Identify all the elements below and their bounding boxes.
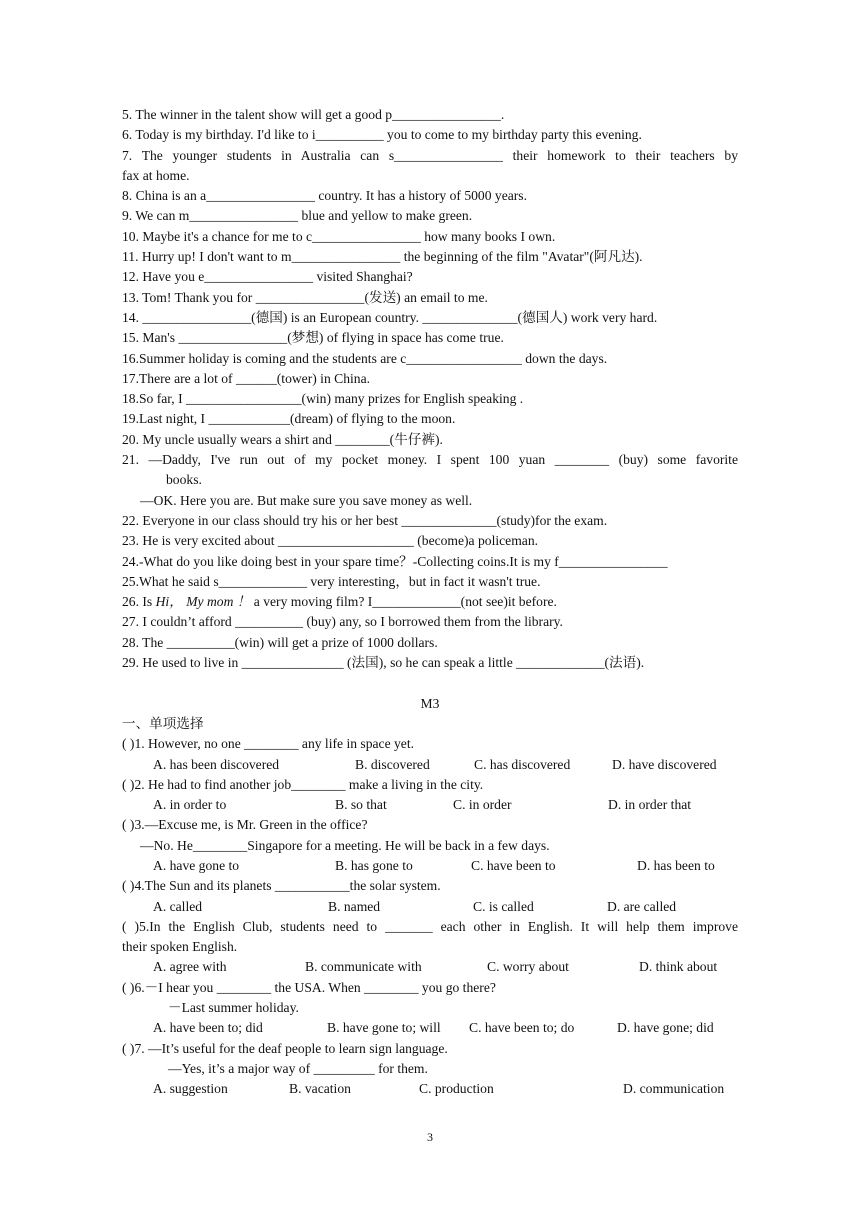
option-c: C. is called (473, 898, 534, 914)
option-d: D. have discovered (612, 756, 717, 772)
fill-item-13: 13. Tom! Thank you for ________________(发送) an email to me. (122, 289, 488, 305)
fill-item-18: 18.So far, I _________________(win) many prizes for English speaking . (122, 391, 524, 407)
option-b: B. has gone to (335, 857, 413, 873)
fill-item-16: 16.Summer holiday is coming and the students are c_________________ down the days. (122, 350, 608, 366)
option-a: A. has been discovered (153, 756, 280, 772)
page-content (122, 105, 738, 1100)
option-b: B. named (328, 898, 381, 914)
mc-question-5-cont: their spoken English. (122, 939, 238, 955)
option-a: A. have been to; did (153, 1020, 263, 1036)
option-d: D. in order that (608, 797, 692, 813)
mc-question-2: ( )2. He had to find another job________ make a living in the city. (122, 776, 484, 792)
option-d: D. has been to (637, 857, 715, 873)
option-a: A. in order to (153, 797, 227, 813)
section-subheading: 一、单项选择 (122, 715, 204, 731)
mc-options-4 (122, 897, 738, 917)
mc-question-4: ( )4.The Sun and its planets ___________the solar system. (122, 878, 441, 894)
fill-item-15: 15. Man's ________________(梦想) of flying in space has come true. (122, 330, 504, 346)
fill-item-21-reply: —OK. Here you are. But make sure you save money as well. (140, 492, 473, 508)
option-c: C. has discovered (474, 756, 571, 772)
option-a: A. have gone to (153, 857, 240, 873)
fill-item-14: 14. ________________(德国) is an European country. ______________(德国人) work very hard. (122, 309, 658, 325)
fill-item-21-cont: books. (166, 472, 202, 488)
mc-question-6-reply: －Last summer holiday. (168, 1000, 299, 1016)
option-b: B. so that (335, 797, 387, 813)
film-title: Hi， My mom ！ (155, 594, 251, 610)
fill-item-7: 7. The younger students in Australia can s________________ their homework to their teachers by (122, 147, 738, 163)
mc-options-7 (122, 1079, 738, 1099)
option-c: C. worry about (487, 959, 569, 975)
section-heading: M3 (420, 695, 440, 711)
option-d: D. communication (623, 1081, 725, 1097)
fill-item-26-prefix: 26. Is (122, 594, 156, 610)
option-a: A. called (153, 898, 203, 914)
mc-question-7: ( )7. —It’s useful for the deaf people to learn sign language. (122, 1040, 448, 1056)
mc-question-5: ( )5.In the English Club, students need to _______ each other in English. It will help them improve (122, 918, 738, 934)
fill-item-29: 29. He used to live in _______________ (法国), so he can speak a little _____________(法语). (122, 655, 645, 671)
fill-item-10: 10. Maybe it's a chance for me to c________________ how many books I own. (122, 228, 556, 244)
option-b: B. have gone to; will (327, 1020, 441, 1036)
fill-item-23: 23. He is very excited about ____________________ (become)a policeman. (122, 533, 539, 549)
mc-question-3: ( )3.—Excuse me, is Mr. Green in the office? (122, 817, 368, 833)
fill-item-19: 19.Last night, I ____________(dream) of flying to the moon. (122, 411, 456, 427)
option-c: C. have been to (471, 857, 556, 873)
option-d: D. are called (607, 898, 677, 914)
spacer (122, 673, 738, 693)
fill-item-8: 8. China is an a________________ country. It has a history of 5000 years. (122, 188, 527, 204)
fill-item-11: 11. Hurry up! I don't want to m________________ the beginning of the film "Avatar"(阿凡达). (122, 249, 643, 265)
fill-item-20: 20. My uncle usually wears a shirt and ________(牛仔裤). (122, 431, 443, 447)
option-b: B. communicate with (305, 959, 422, 975)
option-b: B. vacation (289, 1081, 351, 1097)
mc-question-6: ( )6.－I hear you ________ the USA. When ________ you go there? (122, 979, 496, 995)
mc-options-1 (122, 755, 738, 775)
fill-item-6: 6. Today is my birthday. I'd like to i__________ you to come to my birthday party this evening. (122, 127, 642, 143)
fill-item-25: 25.What he said s_____________ very interesting，but in fact it wasn't true. (122, 573, 541, 589)
option-c: C. production (419, 1081, 494, 1097)
fill-item-17: 17.There are a lot of ______(tower) in China. (122, 370, 371, 386)
option-d: D. think about (639, 959, 718, 975)
fill-item-28: 28. The __________(win) will get a prize of 1000 dollars. (122, 634, 438, 650)
fill-item-9: 9. We can m________________ blue and yellow to make green. (122, 208, 473, 224)
fill-item-21: 21. —Daddy, I've run out of my pocket money. I spent 100 yuan ________ (buy) some favorite (122, 452, 738, 468)
mc-question-7-reply: —Yes, it’s a major way of _________ for them. (168, 1060, 428, 1076)
fill-item-12: 12. Have you e________________ visited Shanghai? (122, 269, 413, 285)
fill-item-22: 22. Everyone in our class should try his or her best ______________(study)for the exam. (122, 512, 608, 528)
mc-question-3-reply: —No. He________Singapore for a meeting. He will be back in a few days. (140, 837, 550, 853)
fill-item-5: 5. The winner in the talent show will get a good p________________. (122, 107, 505, 122)
option-d: D. have gone; did (617, 1020, 714, 1036)
fill-item-24: 24.-What do you like doing best in your spare time？-Collecting coins.It is my f________________ (122, 553, 668, 569)
fill-item-7-cont: fax at home. (122, 167, 190, 183)
mc-options-5 (122, 957, 738, 977)
option-a: A. suggestion (153, 1081, 228, 1097)
option-c: C. in order (453, 797, 512, 813)
mc-options-3 (122, 856, 738, 876)
option-c: C. have been to; do (469, 1020, 575, 1036)
option-b: B. discovered (355, 756, 430, 772)
fill-item-26-suffix: a very moving film? I_____________(not see)it before. (250, 594, 557, 610)
mc-options-6 (122, 1018, 738, 1038)
mc-options-2 (122, 795, 738, 815)
fill-item-26 (122, 592, 738, 612)
fill-item-27: 27. I couldn’t afford __________ (buy) any, so I borrowed them from the library. (122, 614, 563, 630)
page-number: 3 (427, 1130, 433, 1144)
mc-question-1: ( )1. However, no one ________ any life in space yet. (122, 736, 415, 752)
option-a: A. agree with (153, 959, 227, 975)
